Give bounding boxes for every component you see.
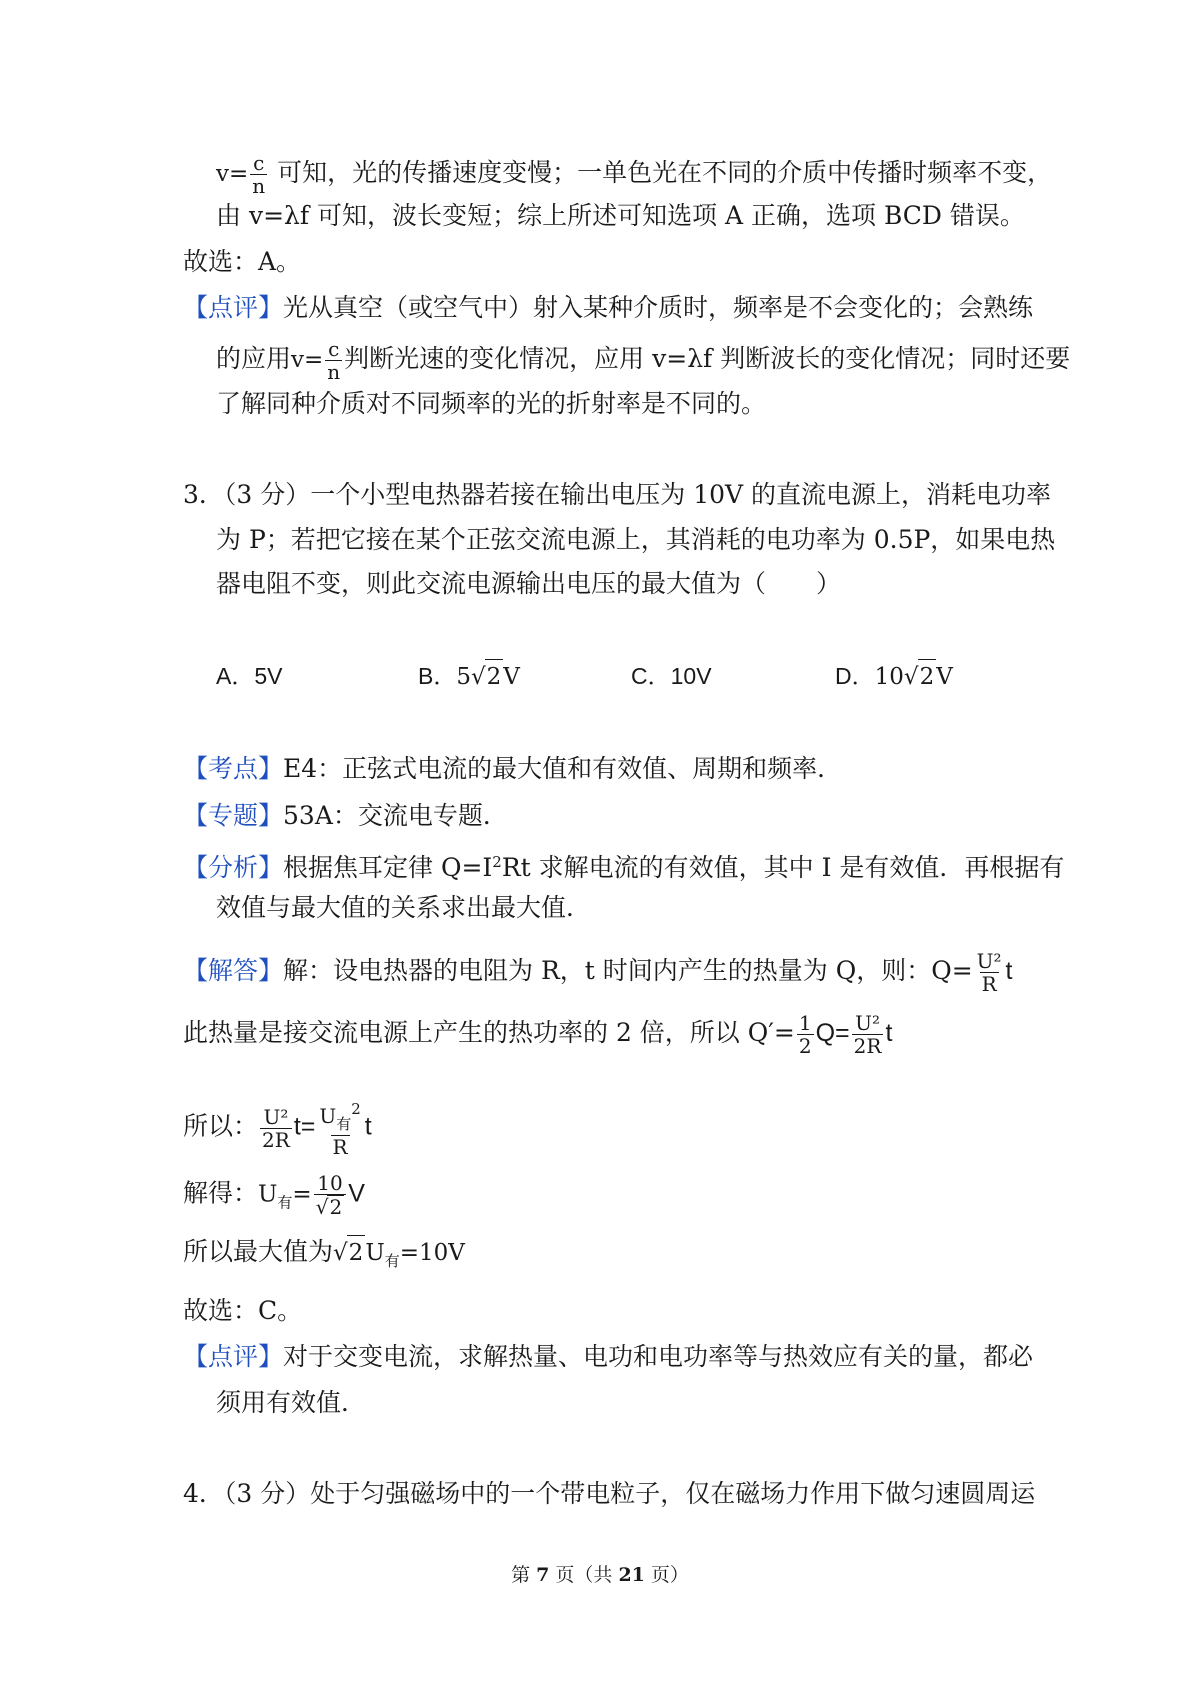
option-c[interactable]: C．10V [631,663,712,689]
option-a[interactable]: A．5V [216,663,283,689]
q2-review-line-3: 了解同种介质对不同频率的光的折射率是不同的。 [216,389,767,418]
q2-choice: 故选：A。 [183,247,302,276]
q2-review-line-2: 的应用v= $\frac{c}{n}$ 判断光速的变化情况，应用 v=λf 判断波长的变化情况；同时还要 [216,337,1071,384]
jieda-line-4: 解得：$U_有=$ $\frac{10}{√2}$ V [183,1171,365,1219]
option-b[interactable]: B．5√2V [418,659,520,694]
jieda-line-2: 此热量是接交流电源上产生的热功率的 2 倍，所以 Q′= $\frac{1}{2}$ Q= $\frac{\text{U²}}{2R}$ t [183,1011,893,1058]
page-total: 21 [618,1564,645,1586]
fraction-u2-r: $\frac{\text{U²}}{R}$ [976,949,1002,996]
q4-stem-line-1: 4．（3 分）处于匀强磁场中的一个带电粒子，仅在磁场力作用下做匀速圆周运 [183,1479,1036,1508]
q3-review-line-2: 须用有效值． [216,1388,367,1417]
q2-line-2: 由 v=λf 可知，波长变短；综上所述可知选项 A 正确，选项 BCD 错误。 [216,201,1025,230]
formula-v-c-n: $\frac{c}{n}$ [327,337,341,384]
review-tag[interactable]: 【点评】 [183,293,284,322]
page-footer: 第 7 页（共 21 页） [511,1564,689,1586]
q3-review-line-1: 【点评】对于交变电流，求解热量、电功和电功率等与热效应有关的量，都必 [183,1342,1034,1371]
kaodian-line: 【考点】E4：正弦式电流的最大值和有效值、周期和频率． [183,754,843,783]
q2-line-1: v= $\frac{c}{n}$ 可知，光的传播速度变慢；一单色光在不同的介质中传播时频率不变， [216,151,1053,198]
zhuanti-tag[interactable]: 【专题】 [183,801,284,830]
fraction-1-2: $\frac{1}{2}$ [798,1011,812,1058]
fraction-10-sqrt2: $\frac{10}{√2}$ [314,1172,346,1218]
q3-stem-line-2: 为 P；若把它接在某个正弦交流电源上，其消耗的电功率为 0.5P，如果电热 [216,525,1056,554]
review-tag[interactable]: 【点评】 [183,1342,284,1371]
q3-choice: 故选：C。 [183,1296,303,1325]
fraction-u2-2r: $\frac{\text{U²}}{2R}$ [262,1104,290,1152]
fenxi-line-2: 效值与最大值的关系求出最大值． [216,893,592,922]
q2-review-line-1: 【点评】光从真空（或空气中）射入某种介质时，频率是不会变化的；会熟练 [183,293,1034,322]
jieda-line-5: 所以最大值为$√2U_有=10V$ [183,1237,465,1270]
fenxi-line-1: 【分析】根据焦耳定律 $Q=I^2Rt$ 求解电流的有效值，其中 I 是有效值．再根据有 [183,853,1065,882]
q3-stem-line-3: 器电阻不变，则此交流电源输出电压的最大值为（ ） [216,569,842,598]
zhuanti-line: 【专题】53A：交流电专题． [183,801,508,830]
q3-stem-line-1: 3．（3 分）一个小型电热器若接在输出电压为 10V 的直流电源上，消耗电功率 [183,480,1052,509]
page-number: 7 [536,1564,550,1586]
kaodian-tag[interactable]: 【考点】 [183,754,284,783]
formula-v-c-n: v= $\frac{c}{n}$ [216,151,266,198]
fraction-ueff2-r: $\frac{U_有^2}{R}$ [319,1100,361,1159]
jieda-tag[interactable]: 【解答】 [183,956,284,985]
jieda-line-1: 【解答】解：设电热器的电阻为 R，t 时间内产生的热量为 Q，则：Q= $\frac{\text{U²}}{R}$ t [183,949,1013,996]
option-d[interactable]: D．10√2V [835,659,953,694]
jieda-line-3: 所以： $\frac{\text{U²}}{2R}$ t= $\frac{U_有^2}{R}$ t [183,1100,372,1159]
fenxi-tag[interactable]: 【分析】 [183,853,284,882]
fraction-u2-2r: $\frac{\text{U²}}{2R}$ [853,1011,882,1058]
